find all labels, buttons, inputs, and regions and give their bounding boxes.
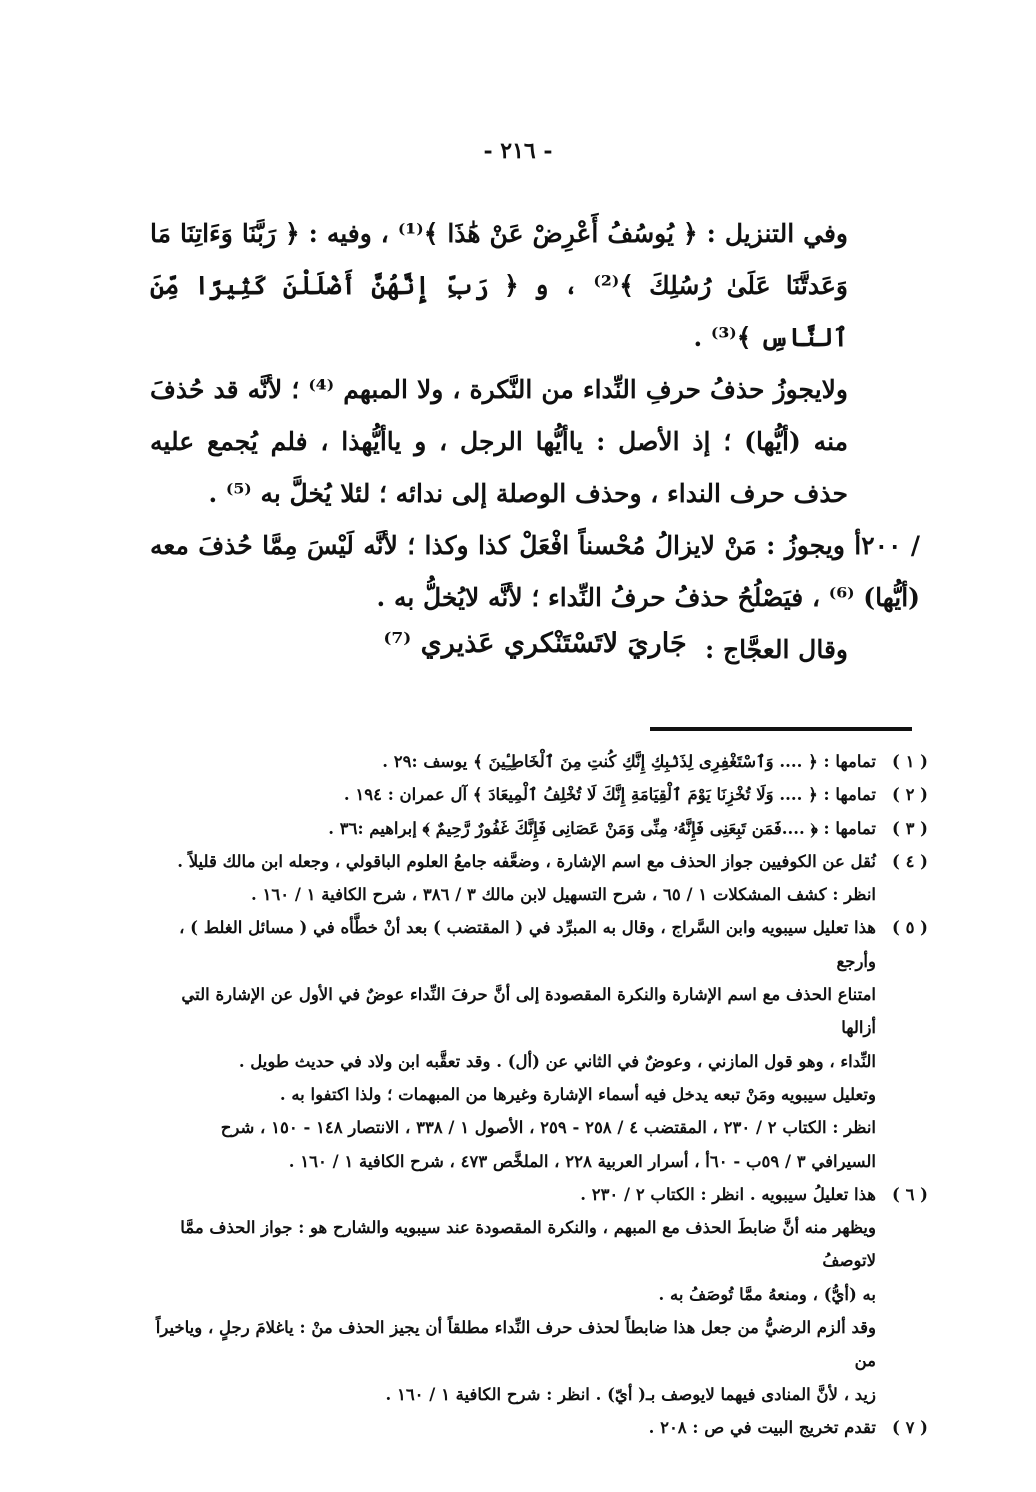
paragraph-ajjaj: وقال العجَّاج : (705, 635, 848, 664)
footnote-line: وقد ألزم الرضيُّ من جعل هذا ضابطاً لحذف حرف النِّداء مطلقاً أن يجيز الحذف منْ : ياغلامَ رجلٍ ، وياخيراً من (155, 1318, 876, 1371)
paragraph-yajuz: / ٢٠٠أ ويجوزُ : مَنْ لايزالُ مُحْسناً افْعَلْ كذا وكذا ؛ لأنَّه لَيْسَ مِمَّا حُذفَ معه (أيُّها) ⁽⁶⁾ ، فيَصْلُحُ حذفُ حرفُ النِّداء ؛ لأنَّه لايُخلُّ به . (150, 531, 920, 612)
footnote-line: به (أيُّ) ، ومنعهُ ممَّا تُوصَفُ به . (658, 1284, 876, 1304)
footnote-line: وتعليل سيبويه ومَنْ تبعه يدخل فيه أسماء الإشارة وغيرها من المبهمات ؛ ولذا اكتفوا به . (279, 1084, 876, 1104)
footnote-6 (148, 1178, 928, 1411)
footnote-line: انظر : كشف المشكلات ١ / ٦٥ ، شرح التسهيل لابن مالك ٣ / ٣٨٦ ، شرح الكافية ١ / ١٦٠ . (251, 885, 876, 905)
footnote-line: نُقل عن الكوفيين جواز الحذف مع اسم الإشارة ، وضعَّفه جامعُ العلوم الباقولي ، وجعله ابن مالك قليلاً . (177, 851, 876, 871)
footnote-line: تمامها : ﴿ ....فَمَن تَبِعَنِى فَإِنَّهُۥ مِنِّى وَمَنْ عَصَانِى فَإِنَّكَ غَفُورٌ رَّحِيمٌ ﴾ إبراهيم :٣٦ . (328, 818, 876, 838)
footnote-line: هذا تعليل سيبويه وابن السَّراج ، وقال به المبرِّد في ( المقتضب ) بعد أنْ خطَّأه في ( مسائل الغلط ) ، وأرجع (179, 918, 876, 971)
footnote-line: تقدم تخريج البيت في ص : ٢٠٨ . (648, 1417, 876, 1437)
page-number: - ٢١٦ - (483, 138, 553, 164)
paragraph-nakira: ولايجوزُ حذفُ حرفِ النِّداء من النَّكرة ، ولا المبهم ⁽⁴⁾ ؛ لأنَّه قد حُذفَ منه (أيُّها) ؛ إذ الأصل : ياأيُّها الرجل ، و ياأيُّهذا ، فلم يُجمع عليه حذف حرف النداء ، وحذف الوصلة إلى ندائه ؛ لئلا يُخلَّ به ⁽⁵⁾ . (150, 375, 848, 508)
footnote-line: السيرافي ٣ / ٥٩ب - ٦٠أ ، أسرار العربية ٢٢٨ ، الملخَّص ٤٧٣ ، شرح الكافية ١ / ١٦٠ . (288, 1151, 876, 1171)
footnote-line: زيد ، لأنَّ المنادى فيهما لايوصف بـ( أيّ) . انظر : شرح الكافية ١ / ١٦٠ . (385, 1384, 876, 1404)
footnote-4 (148, 845, 928, 912)
footnote-2 (148, 778, 928, 811)
footnote-line: تمامها : ﴿ .... وَلَا تُخْزِنَا يَوْمَ ٱلْقِيَامَةِ إِنَّكَ لَا تُخْلِفُ ٱلْمِيعَادَ ﴾ آل عمران : ١٩٤ . (343, 785, 876, 805)
footnote-number: ( ٧ ) (892, 1417, 928, 1437)
footnote-number: ( ٣ ) (892, 818, 928, 838)
footnote-3 (148, 812, 928, 845)
footnote-7 (148, 1411, 928, 1444)
footnote-5 (148, 911, 928, 1177)
footnote-line: هذا تعليلُ سيبويه . انظر : الكتاب ٢ / ٢٣٠ . (580, 1184, 876, 1204)
footnote-separator (650, 727, 912, 731)
footnote-number: ( ٦ ) (892, 1184, 928, 1204)
footnote-line: ويظهر منه أنَّ ضابطَ الحذف مع المبهم ، والنكرة المقصودة عند سيبويه والشارح هو : جواز الحذف ممَّا لاتوصفُ (180, 1218, 876, 1271)
footnote-line: امتناع الحذف مع اسم الإشارة والنكرة المقصودة إلى أنَّ حرفَ النِّداء عوضٌ في الأول عن الإشارة التي أزالها (181, 985, 876, 1038)
footnote-line: النِّداء ، وهو قول المازني ، وعوضٌ في الثاني عن (أل) . وقد تعقَّبه ابن ولاد في حديث طويل . (238, 1051, 876, 1071)
footnote-number: ( ٥ ) (892, 918, 928, 938)
main-text (150, 208, 920, 676)
footnote-number: ( ٤ ) (892, 851, 928, 871)
footnote-line: انظر : الكتاب ٢ / ٢٣٠ ، المقتضب ٤ / ٢٥٨ - ٢٥٩ ، الأصول ١ / ٣٣٨ ، الانتصار ١٤٨ - ١٥٠ ، شرح (220, 1118, 876, 1138)
paragraph-tanzil: وفي التنزيل : ﴿ يُوسُفُ أَعْرِضْ عَنْ هَٰذَا ﴾⁽¹⁾ ، وفيه : ﴿ رَبَّنَا وَءَاتِنَا مَا وَعَدتَّنَا عَلَىٰ رُسُلِكَ ﴾⁽²⁾ ، و ﴿ رَبِّ إِنَّهُنَّ أَضْلَلْنَ كَثِيرًا مِّنَ ٱلنَّاسِ ﴾⁽³⁾ . (150, 219, 849, 352)
footnote-number: ( ١ ) (892, 752, 928, 771)
footnotes (148, 745, 928, 1444)
footnote-1 (148, 745, 928, 778)
footnote-line: تمامها : ﴿ .... وَٱسْتَغْفِرِى لِذَنۢبِكِ إِنَّكِ كُنتِ مِنَ ٱلْخَاطِـِٔينَ ﴾ يوسف :٢٩ . (382, 752, 876, 771)
poetry-verse: جَاريَ لاتَسْتَنْكري عَذيري ⁽⁷⁾ (383, 628, 687, 659)
footnote-number: ( ٢ ) (892, 785, 928, 805)
